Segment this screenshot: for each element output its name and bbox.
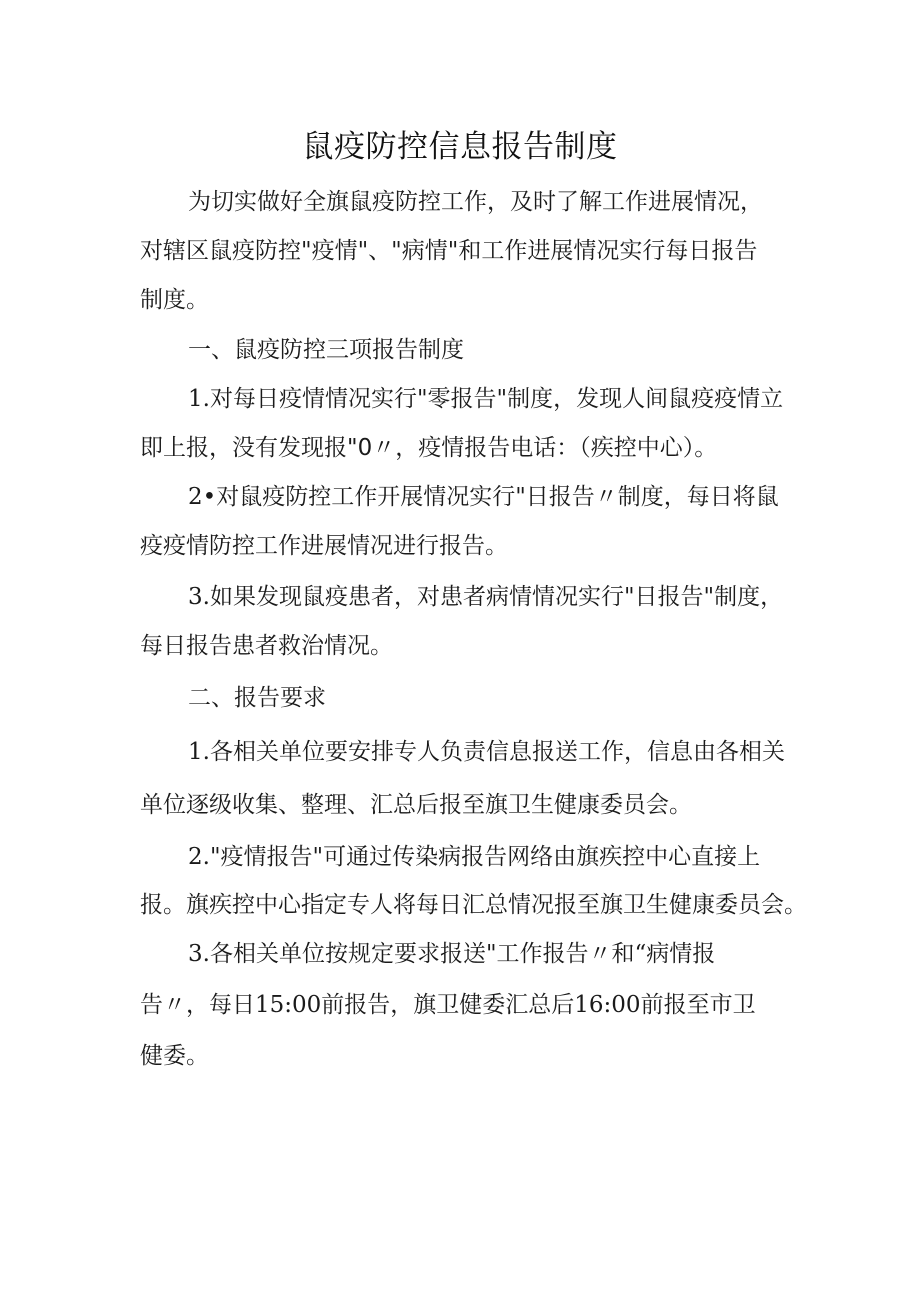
intro-line-2: 对辖区鼠疫防控"疫情"、"病情"和工作进展情况实行每日报告 — [140, 238, 758, 264]
section-2-item-1-line-2: 单位逐级收集、整理、汇总后报至旗卫生健康委员会。 — [140, 792, 692, 818]
document-title: 鼠疫防控信息报告制度 — [302, 129, 618, 165]
section-2-item-3-line-3: 健委。 — [140, 1043, 209, 1069]
section-1-item-3-line-2: 每日报告患者救治情况。 — [140, 633, 393, 659]
section-2-heading: 二、报告要求 — [188, 685, 326, 711]
intro-line-1: 为切实做好全旗鼠疫防控工作，及时了解工作进展情况， — [188, 189, 763, 215]
section-2-item-3-line-2: 告〃，每日15:00前报告，旗卫健委汇总后16:00前报至市卫 — [140, 992, 756, 1018]
section-1-heading: 一、鼠疫防控三项报告制度 — [188, 337, 464, 363]
section-1-item-1-line-2a: 即上报，没有 — [140, 435, 278, 461]
intro-line-3: 制度。 — [140, 287, 209, 313]
section-2-item-1-line-1: 1.各相关单位要安排专人负责信息报送工作，信息由各相关 — [188, 739, 785, 765]
section-1-item-1-line-1: 1.对每日疫情情况实行"零报告"制度，发现人间鼠疫疫情立 — [188, 386, 784, 412]
section-2-item-2-line-2: 报。旗疾控中心指定专人将每日汇总情况报至旗卫生健康委员会。 — [140, 892, 807, 918]
section-1-item-1-line-2b: 发现报"0〃，疫情报告电话：（疾控中心）。 — [278, 435, 718, 461]
section-1-item-3-line-1: 3.如果发现鼠疫患者，对患者病情情况实行"日报告"制度， — [188, 584, 784, 610]
section-2-item-2-line-1: 2."疫情报告"可通过传染病报告网络由旗疾控中心直接上 — [188, 844, 761, 870]
section-1-item-1-line-2 — [140, 431, 717, 465]
section-2-item-3-line-1: 3.各相关单位按规定要求报送"工作报告〃和“病情报 — [188, 941, 716, 967]
section-1-item-2-line-2: 疫疫情防控工作进展情况进行报告。 — [140, 533, 508, 559]
section-1-item-2-line-1: 2•对鼠疫防控工作开展情况实行"日报告〃制度，每日将鼠 — [188, 484, 779, 510]
